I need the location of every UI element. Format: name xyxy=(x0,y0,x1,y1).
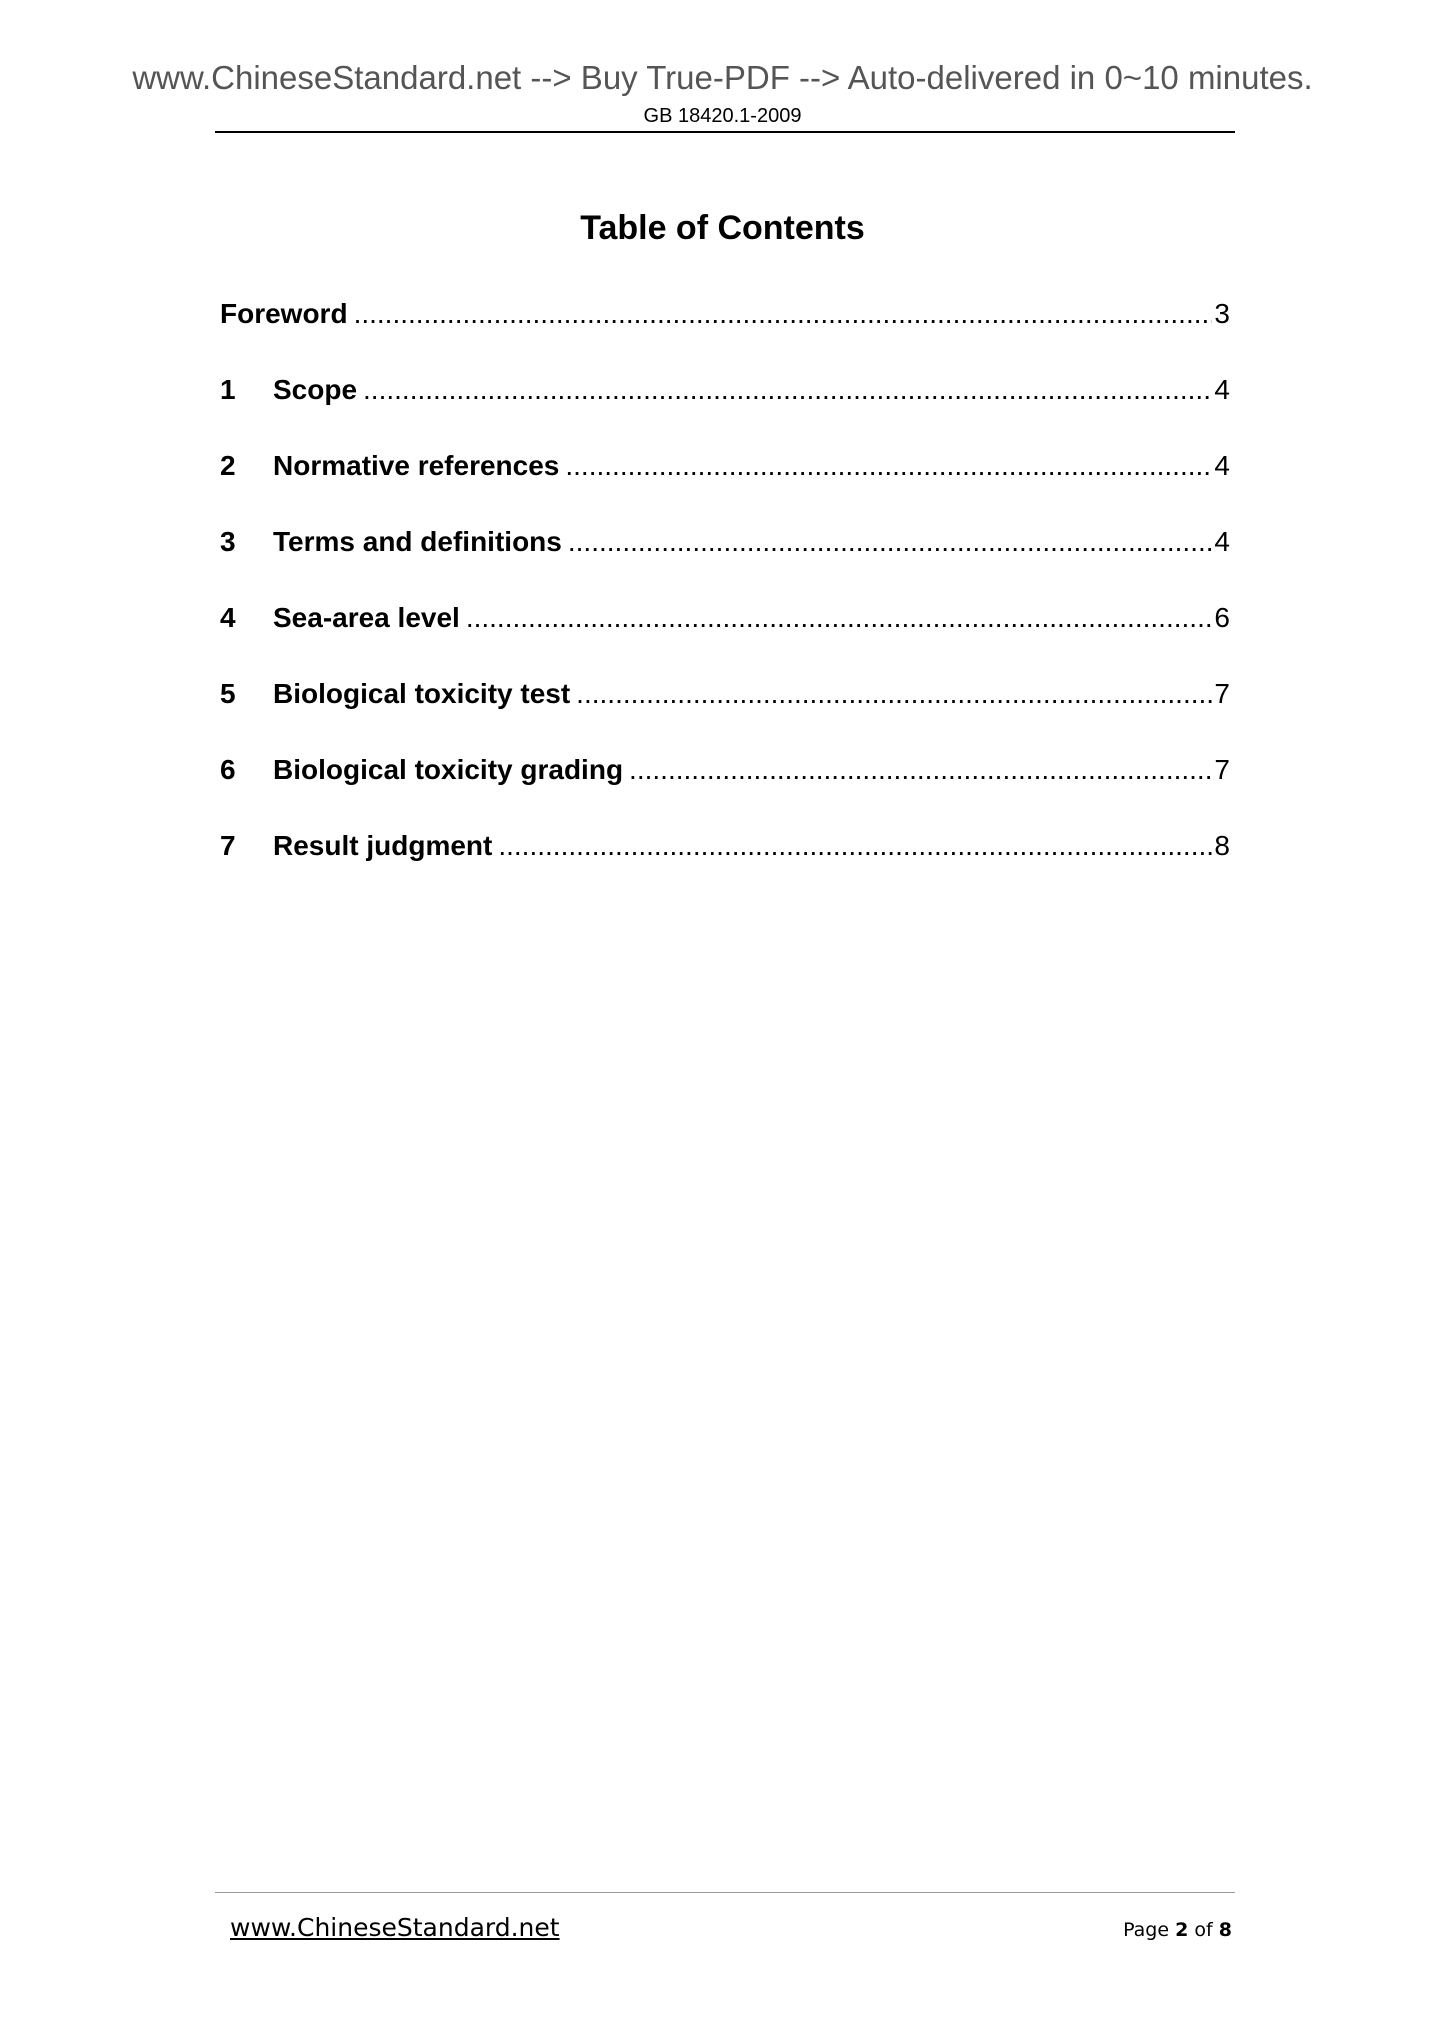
toc-entry-page: 6 xyxy=(1214,602,1230,633)
toc-leader-dots xyxy=(354,292,1213,336)
toc-entry-label: Sea-area level xyxy=(273,602,460,633)
header-divider xyxy=(215,131,1235,133)
toc-leader-dots xyxy=(466,596,1213,640)
toc-leader-dots xyxy=(576,672,1212,716)
toc-entry-number: 3 xyxy=(220,526,236,557)
toc-entry-page: 8 xyxy=(1214,830,1230,861)
toc-list xyxy=(220,292,1230,900)
footer-page-word: Page xyxy=(1123,1919,1170,1941)
header-banner: www.ChineseStandard.net --> Buy True-PDF --> Auto-delivered in 0~10 minutes. xyxy=(132,59,1313,96)
toc-leader-dots xyxy=(363,368,1212,412)
toc-entry-label: Biological toxicity test xyxy=(273,678,571,709)
toc-leader-dots xyxy=(629,748,1212,792)
toc-leader-dots xyxy=(498,824,1212,868)
toc-entry-number: 7 xyxy=(220,830,236,861)
toc-entry-number: 4 xyxy=(220,602,236,633)
footer-page-number xyxy=(1123,1917,1232,1943)
footer-page-total: 8 xyxy=(1218,1919,1232,1941)
footer-site-link[interactable]: www.ChineseStandard.net xyxy=(230,1913,560,1942)
toc-entry-result-judgment[interactable] xyxy=(220,824,1230,900)
toc-entry-label: Biological toxicity grading xyxy=(273,754,624,785)
toc-entry-terms-and-definitions[interactable] xyxy=(220,520,1230,596)
toc-entry-foreword[interactable] xyxy=(220,292,1230,368)
toc-title: Table of Contents xyxy=(580,209,865,247)
toc-entry-page: 3 xyxy=(1214,298,1230,329)
toc-leader-dots xyxy=(568,520,1213,564)
toc-entry-normative-references[interactable] xyxy=(220,444,1230,520)
toc-entry-biological-toxicity-test[interactable] xyxy=(220,672,1230,748)
toc-entry-biological-toxicity-grading[interactable] xyxy=(220,748,1230,824)
toc-entry-label: Result judgment xyxy=(273,830,493,861)
toc-entry-scope[interactable] xyxy=(220,368,1230,444)
toc-entry-number: 2 xyxy=(220,450,236,481)
toc-leader-dots xyxy=(565,444,1212,488)
toc-entry-label: Foreword xyxy=(220,298,348,329)
toc-entry-page: 4 xyxy=(1214,450,1230,481)
document-code: GB 18420.1-2009 xyxy=(643,105,802,127)
toc-entry-page: 7 xyxy=(1214,754,1230,785)
toc-entry-number: 5 xyxy=(220,678,236,709)
toc-entry-page: 4 xyxy=(1214,526,1230,557)
toc-entry-number: 6 xyxy=(220,754,236,785)
footer-page-current: 2 xyxy=(1175,1919,1189,1941)
toc-entry-label: Normative references xyxy=(273,450,560,481)
toc-entry-page: 7 xyxy=(1214,678,1230,709)
footer-page-of: of xyxy=(1194,1919,1213,1941)
toc-entry-label: Terms and definitions xyxy=(273,526,562,557)
footer-divider xyxy=(215,1892,1235,1893)
toc-entry-label: Scope xyxy=(273,374,358,405)
toc-entry-number: 1 xyxy=(220,374,236,405)
toc-entry-sea-area-level[interactable] xyxy=(220,596,1230,672)
toc-entry-page: 4 xyxy=(1214,374,1230,405)
